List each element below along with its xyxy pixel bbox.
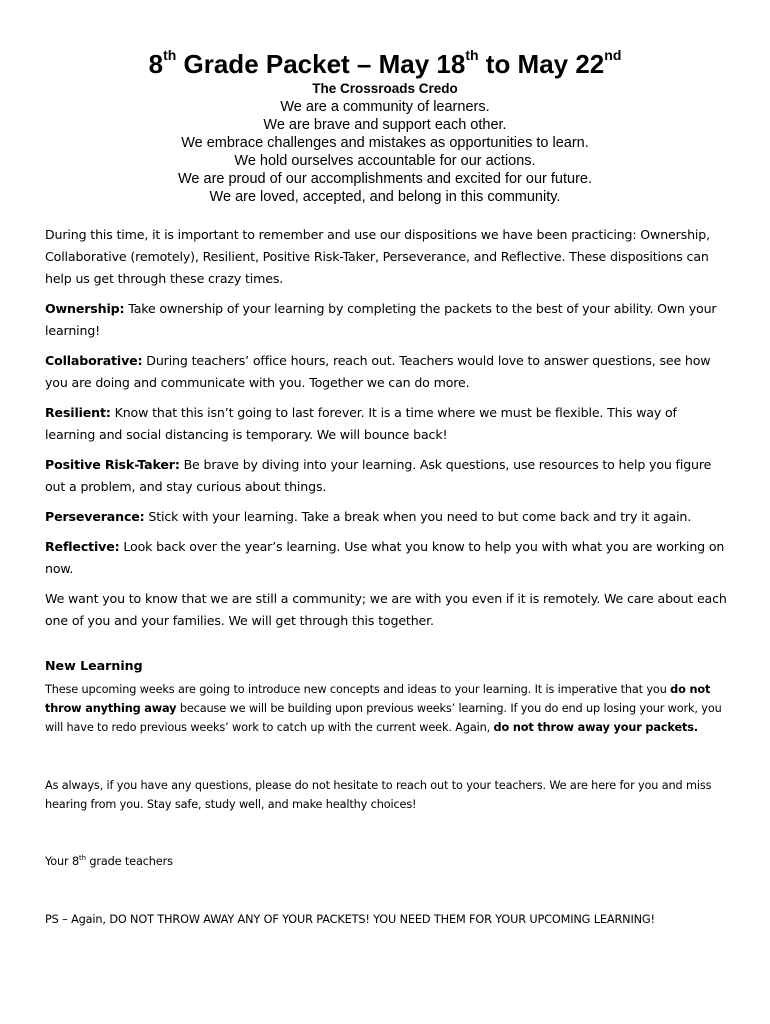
disposition-positive-risk-taker: Positive Risk-Taker: Be brave by diving into your learning. Ask questions, use resources to help you figure out a problem, and stay curious about things. — [45, 457, 712, 494]
disposition-perseverance: Perseverance: Stick with your learning. Take a break when you need to but come back and try it again. — [45, 509, 692, 524]
new-learning-paragraph: These upcoming weeks are going to introduce new concepts and ideas to your learning. It is imperative that you do not throw anything away because we will be building upon previous weeks’ learning. If you do end up losing your work, you will have to redo previous weeks’ work to catch up with the current week. Again, do not throw away your packets. — [45, 683, 722, 734]
page-title: 8th Grade Packet – May 18th to May 22nd — [148, 47, 622, 79]
community-paragraph: We want you to know that we are still a community; we are with you even if it is remotely. We care about each one of you and your families. We will get through this together. — [45, 591, 727, 628]
main-body — [45, 224, 730, 640]
credo-heading: The Crossroads Credo — [312, 81, 458, 96]
credo-line: We hold ourselves accountable for our actions. — [234, 153, 536, 169]
credo-line: We are loved, accepted, and belong in this community. — [209, 189, 561, 205]
disposition-collaborative: Collaborative: During teachers’ office hours, reach out. Teachers would love to answer questions, see how you are doing and communicate with you. Together we can do more. — [45, 353, 711, 390]
signature: Your 8th grade teachers — [45, 854, 173, 868]
intro-paragraph: During this time, it is important to remember and use our dispositions we have been practicing: Ownership, Collaborative (remotely), Resilient, Positive Risk-Taker, Perseverance, and Reflective. These dispositions can help us get through these crazy times. — [45, 227, 710, 286]
credo-line: We embrace challenges and mistakes as opportunities to learn. — [181, 135, 589, 151]
disposition-ownership: Ownership: Take ownership of your learning by completing the packets to the best of your ability. Own your learning! — [45, 301, 717, 338]
credo-block — [0, 80, 770, 206]
credo-line: We are a community of learners. — [280, 99, 490, 115]
credo-line: We are proud of our accomplishments and excited for our future. — [177, 171, 592, 187]
credo-line: We are brave and support each other. — [263, 117, 507, 133]
disposition-reflective: Reflective: Look back over the year’s learning. Use what you know to help you with what you are working on now. — [45, 539, 725, 576]
disposition-resilient: Resilient: Know that this isn’t going to last forever. It is a time where we must be flexible. This way of learning and social distancing is temporary. We will bounce back! — [45, 405, 677, 442]
new-learning-heading: New Learning — [45, 658, 143, 673]
closing-paragraph: As always, if you have any questions, please do not hesitate to reach out to your teachers. We are here for you and miss hearing from you. Stay safe, study well, and make healthy choices! — [45, 779, 712, 811]
ps-note: PS – Again, DO NOT THROW AWAY ANY OF YOUR PACKETS! YOU NEED THEM FOR YOUR UPCOMING LEARNING! — [45, 913, 655, 926]
